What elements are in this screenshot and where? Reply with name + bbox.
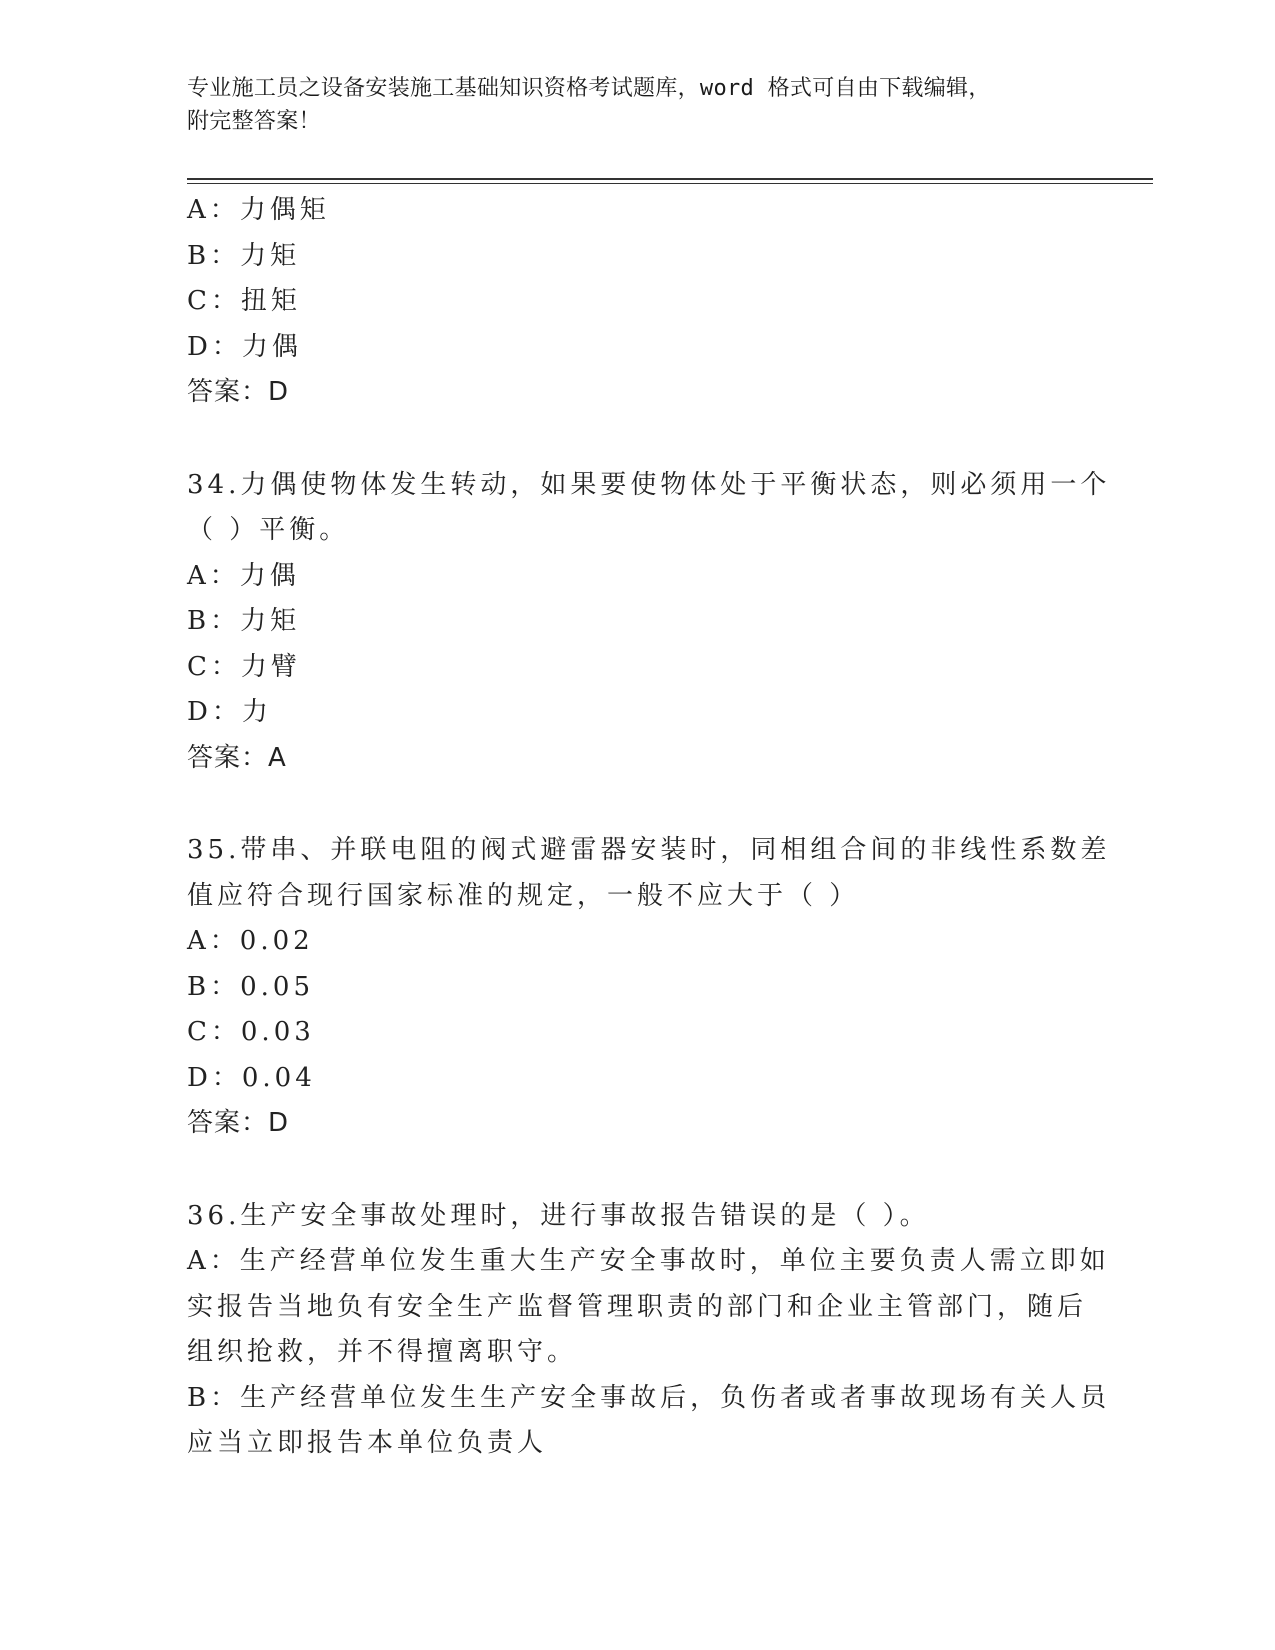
option-b: B：力矩 [187,606,301,636]
option-b: B：力矩 [187,240,301,271]
option-a-continued: 组织抢救，并不得擅离职守。 [187,1337,578,1367]
question-35 [187,828,1111,1147]
question-spacer [187,416,1087,463]
header-rule-thick [187,178,1153,180]
option-b: B：0.05 [187,971,314,1002]
header-rule-thin [187,183,1153,184]
question-content [187,188,1111,1467]
answer-line: 答案：A [187,742,287,773]
question-stem-line: 35.带串、并联电阻的阀式避雷器安装时，同相组合间的非线性系数差 [187,835,1111,865]
option-a-continued: 实报告当地负有安全生产监督管理职责的部门和企业主管部门，随后 [187,1291,1088,1322]
question-stem-line: 36.生产安全事故处理时，进行事故报告错误的是（ ）。 [187,1200,930,1231]
option-a: A：生产经营单位发生重大生产安全事故时，单位主要负责人需立即如 [187,1246,1110,1276]
question-stem-line: 值应符合现行国家标准的规定，一般不应大于（ ） [187,880,860,911]
question-36 [187,1194,1111,1467]
option-b-continued: 应当立即报告本单位负责人 [187,1428,548,1458]
option-d: D：力偶 [187,331,302,362]
header-line-2: 附完整答案！ [187,109,321,134]
option-d: D：0.04 [187,1062,316,1093]
question-spacer [187,781,1087,828]
question-stem-line: 34.力偶使物体发生转动，如果要使物体处于平衡状态，则必须用一个 [187,469,1111,500]
option-a: A：力偶 [187,560,300,591]
option-a: A：力偶矩 [187,195,330,225]
answer-line: 答案：D [187,377,290,407]
question-stem-line: （ ）平衡。 [187,515,350,545]
option-b: B：生产经营单位发生生产安全事故后，负伤者或者事故现场有关人员 [187,1382,1111,1413]
option-a: A：0.02 [187,926,314,956]
header-line-1: 专业施工员之设备安装施工基础知识资格考试题库，word 格式可自由下载编辑， [187,76,991,101]
document-header [187,72,1067,138]
question-spacer [187,1147,1087,1194]
option-c: C：扭矩 [187,286,301,316]
option-d: D：力 [187,697,272,727]
answer-line: 答案：D [187,1108,290,1138]
option-c: C：力臂 [187,651,301,682]
option-c: C：0.03 [187,1017,315,1047]
question-34 [187,463,1111,782]
question-33 [187,188,1087,416]
